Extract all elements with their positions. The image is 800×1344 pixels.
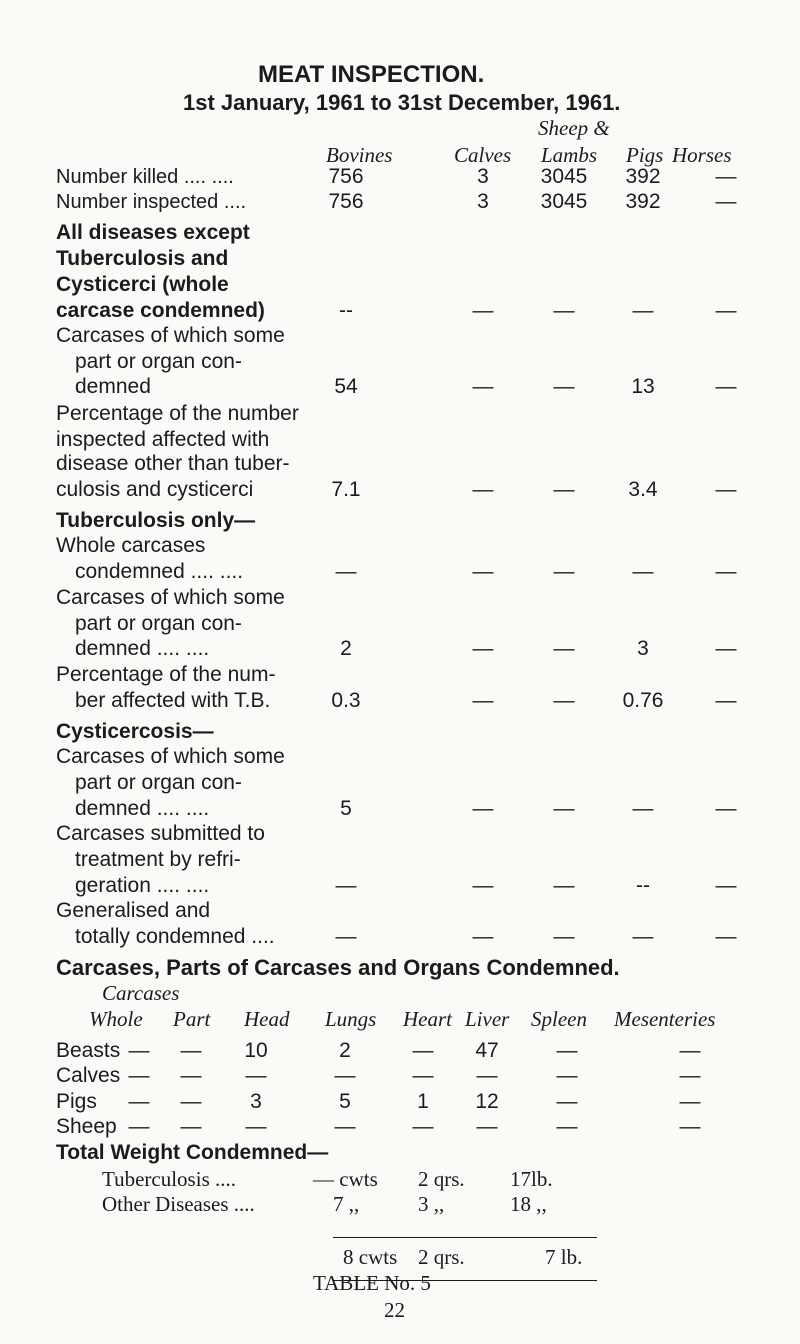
pigs-head: 3: [250, 1090, 262, 1113]
percentage-horses: —: [715, 478, 737, 501]
row-pigs-label: Pigs: [56, 1090, 97, 1113]
tb-part-label-2: part or organ con-: [75, 612, 242, 635]
table-number: TABLE No. 5: [313, 1271, 431, 1295]
header-sheep-line1: Sheep &: [538, 116, 610, 140]
sheep-heart: —: [412, 1115, 434, 1138]
weight-tb-cwts: — cwts: [313, 1167, 378, 1191]
part-condemned-label-2: part or organ con-: [75, 350, 242, 373]
tb-part-sheep: —: [553, 637, 575, 660]
part-condemned-pigs: 13: [631, 375, 655, 398]
sheep-head: —: [245, 1115, 267, 1138]
header-horses: Horses: [672, 143, 732, 167]
tb-part-pigs: 3: [637, 637, 649, 660]
tb-pct-bovines: 0.3: [331, 689, 361, 712]
cyst-heading: Cysticercosis—: [56, 720, 214, 743]
tb-part-calves: —: [472, 637, 494, 660]
percentage-label-1: Percentage of the number: [56, 402, 299, 425]
cyst-part-label-1: Carcases of which some: [56, 745, 285, 768]
all-diseases-heading-4: carcase condemned): [56, 299, 265, 322]
cyst-general-label-2: totally condemned ....: [75, 925, 275, 948]
killed-pigs: 392: [625, 165, 661, 188]
killed-horses: —: [715, 165, 737, 188]
inspected-calves: 3: [477, 190, 489, 213]
col-lungs: Lungs: [325, 1007, 377, 1031]
tb-pct-sheep: —: [553, 689, 575, 712]
weight-other-lb: 18 ,,: [510, 1192, 547, 1216]
condemned-heading: Carcases, Parts of Carcases and Organs Condemned.: [56, 955, 620, 980]
header-sheep-line2: Lambs: [541, 143, 598, 167]
tb-part-horses: —: [715, 637, 737, 660]
killed-bovines: 756: [328, 165, 364, 188]
cyst-refrig-bovines: —: [335, 874, 357, 897]
inspected-horses: —: [715, 190, 737, 213]
sheep-whole: —: [128, 1115, 150, 1138]
header-calves: Calves: [454, 143, 512, 167]
beasts-heart: —: [412, 1039, 434, 1062]
cyst-refrig-pigs: --: [636, 874, 650, 897]
col-spleen: Spleen: [531, 1007, 587, 1031]
tb-whole-calves: —: [472, 560, 494, 583]
pigs-part: —: [180, 1090, 202, 1113]
col-head: Head: [244, 1007, 290, 1031]
pigs-spleen: —: [556, 1090, 578, 1113]
col-whole: Whole: [89, 1007, 143, 1031]
pigs-liver: 12: [475, 1090, 499, 1113]
calves-head: —: [245, 1064, 267, 1087]
all-diseases-pigs: —: [632, 299, 654, 322]
all-diseases-heading-2: Tuberculosis and: [56, 247, 229, 270]
weight-total-cwts: 8 cwts: [343, 1245, 398, 1269]
percentage-calves: —: [472, 478, 494, 501]
condemned-carcases-label: Carcases: [102, 981, 180, 1005]
percentage-label-2: inspected affected with: [56, 428, 270, 451]
cyst-part-bovines: 5: [340, 797, 352, 820]
weight-total-lb: 7 lb.: [545, 1245, 583, 1269]
all-diseases-calves: —: [472, 299, 494, 322]
page-title: MEAT INSPECTION.: [258, 61, 485, 88]
percentage-sheep: —: [553, 478, 575, 501]
tb-whole-horses: —: [715, 560, 737, 583]
header-bovines: Bovines: [326, 143, 393, 167]
cyst-general-sheep: —: [553, 925, 575, 948]
beasts-part: —: [180, 1039, 202, 1062]
part-condemned-calves: —: [472, 375, 494, 398]
beasts-mesenteries: —: [679, 1039, 701, 1062]
tb-part-label-1: Carcases of which some: [56, 586, 285, 609]
all-diseases-bovines: --: [339, 299, 353, 322]
pigs-lungs: 5: [339, 1090, 351, 1113]
beasts-lungs: 2: [339, 1039, 351, 1062]
inspected-pigs: 392: [625, 190, 661, 213]
tb-heading: Tuberculosis only—: [56, 509, 256, 532]
cyst-part-label-2: part or organ con-: [75, 771, 242, 794]
cyst-part-label-3: demned .... ....: [75, 797, 210, 820]
tb-whole-sheep: —: [553, 560, 575, 583]
beasts-liver: 47: [475, 1039, 499, 1062]
cyst-general-bovines: —: [335, 925, 357, 948]
row-label-killed: Number killed .... ....: [56, 166, 234, 188]
killed-sheep: 3045: [540, 165, 588, 188]
beasts-spleen: —: [556, 1039, 578, 1062]
cyst-general-label-1: Generalised and: [56, 899, 211, 922]
header-pigs: Pigs: [626, 143, 664, 167]
pigs-mesenteries: —: [679, 1090, 701, 1113]
sheep-lungs: —: [334, 1115, 356, 1138]
weight-tb-qrs: 2 qrs.: [418, 1167, 465, 1191]
calves-part: —: [180, 1064, 202, 1087]
row-beasts-label: Beasts: [56, 1039, 121, 1062]
pigs-heart: 1: [417, 1090, 429, 1113]
cyst-part-calves: —: [472, 797, 494, 820]
col-liver: Liver: [465, 1007, 510, 1031]
page-subtitle: 1st January, 1961 to 31st December, 1961.: [183, 90, 621, 115]
page-number: 22: [384, 1298, 405, 1322]
part-condemned-bovines: 54: [334, 375, 358, 398]
tb-whole-label-1: Whole carcases: [56, 534, 206, 557]
tb-pct-label-2: ber affected with T.B.: [75, 689, 271, 712]
calves-liver: —: [476, 1064, 498, 1087]
row-sheep-label: Sheep: [56, 1115, 117, 1138]
inspected-bovines: 756: [328, 190, 364, 213]
percentage-label-3: disease other than tuber-: [56, 452, 290, 475]
pigs-whole: —: [128, 1090, 150, 1113]
all-diseases-heading-3: Cysticerci (whole: [56, 273, 229, 296]
col-part: Part: [173, 1007, 211, 1031]
calves-heart: —: [412, 1064, 434, 1087]
cyst-refrig-label-1: Carcases submitted to: [56, 822, 265, 845]
beasts-head: 10: [244, 1039, 268, 1062]
part-condemned-horses: —: [715, 375, 737, 398]
tb-part-label-3: demned .... ....: [75, 637, 210, 660]
percentage-label-4: culosis and cysticerci: [56, 478, 254, 501]
col-mesenteries: Mesenteries: [614, 1007, 716, 1031]
tb-pct-pigs: 0.76: [622, 689, 664, 712]
all-diseases-sheep: —: [553, 299, 575, 322]
tb-whole-bovines: —: [335, 560, 357, 583]
calves-spleen: —: [556, 1064, 578, 1087]
cyst-part-horses: —: [715, 797, 737, 820]
row-label-inspected: Number inspected ....: [56, 191, 247, 213]
cyst-part-pigs: —: [632, 797, 654, 820]
tb-pct-label-1: Percentage of the num-: [56, 663, 276, 686]
cyst-refrig-label-2: treatment by refri-: [75, 848, 241, 871]
sheep-spleen: —: [556, 1115, 578, 1138]
tb-pct-horses: —: [715, 689, 737, 712]
beasts-whole: —: [128, 1039, 150, 1062]
cyst-refrig-horses: —: [715, 874, 737, 897]
part-condemned-label-3: demned: [75, 375, 151, 398]
weight-total-qrs: 2 qrs.: [418, 1245, 465, 1269]
tb-pct-calves: —: [472, 689, 494, 712]
weight-heading: Total Weight Condemned—: [56, 1141, 329, 1164]
tb-whole-pigs: —: [632, 560, 654, 583]
tb-whole-label-2: condemned .... ....: [75, 560, 244, 583]
row-calves-label: Calves: [56, 1064, 121, 1087]
col-heart: Heart: [403, 1007, 452, 1031]
calves-lungs: —: [334, 1064, 356, 1087]
weight-other-qrs: 3 ,,: [418, 1192, 445, 1216]
inspected-sheep: 3045: [540, 190, 588, 213]
calves-whole: —: [128, 1064, 150, 1087]
part-condemned-label-1: Carcases of which some: [56, 324, 285, 347]
cyst-general-calves: —: [472, 925, 494, 948]
total-rule-top: [333, 1237, 597, 1238]
all-diseases-heading-1: All diseases except: [56, 221, 250, 244]
killed-calves: 3: [477, 165, 489, 188]
cyst-general-pigs: —: [632, 925, 654, 948]
all-diseases-horses: —: [715, 299, 737, 322]
tb-part-bovines: 2: [340, 637, 352, 660]
weight-other-cwts: 7 ,,: [333, 1192, 360, 1216]
part-condemned-sheep: —: [553, 375, 575, 398]
weight-tb-lb: 17lb.: [510, 1167, 553, 1191]
sheep-liver: —: [476, 1115, 498, 1138]
sheep-part: —: [180, 1115, 202, 1138]
cyst-refrig-calves: —: [472, 874, 494, 897]
sheep-mesenteries: —: [679, 1115, 701, 1138]
calves-mesenteries: —: [679, 1064, 701, 1087]
percentage-bovines: 7.1: [331, 478, 361, 501]
cyst-general-horses: —: [715, 925, 737, 948]
cyst-part-sheep: —: [553, 797, 575, 820]
percentage-pigs: 3.4: [628, 478, 658, 501]
cyst-refrig-label-3: geration .... ....: [75, 874, 210, 897]
weight-tb-label: Tuberculosis ....: [102, 1167, 236, 1191]
cyst-refrig-sheep: —: [553, 874, 575, 897]
weight-other-label: Other Diseases ....: [102, 1192, 255, 1216]
